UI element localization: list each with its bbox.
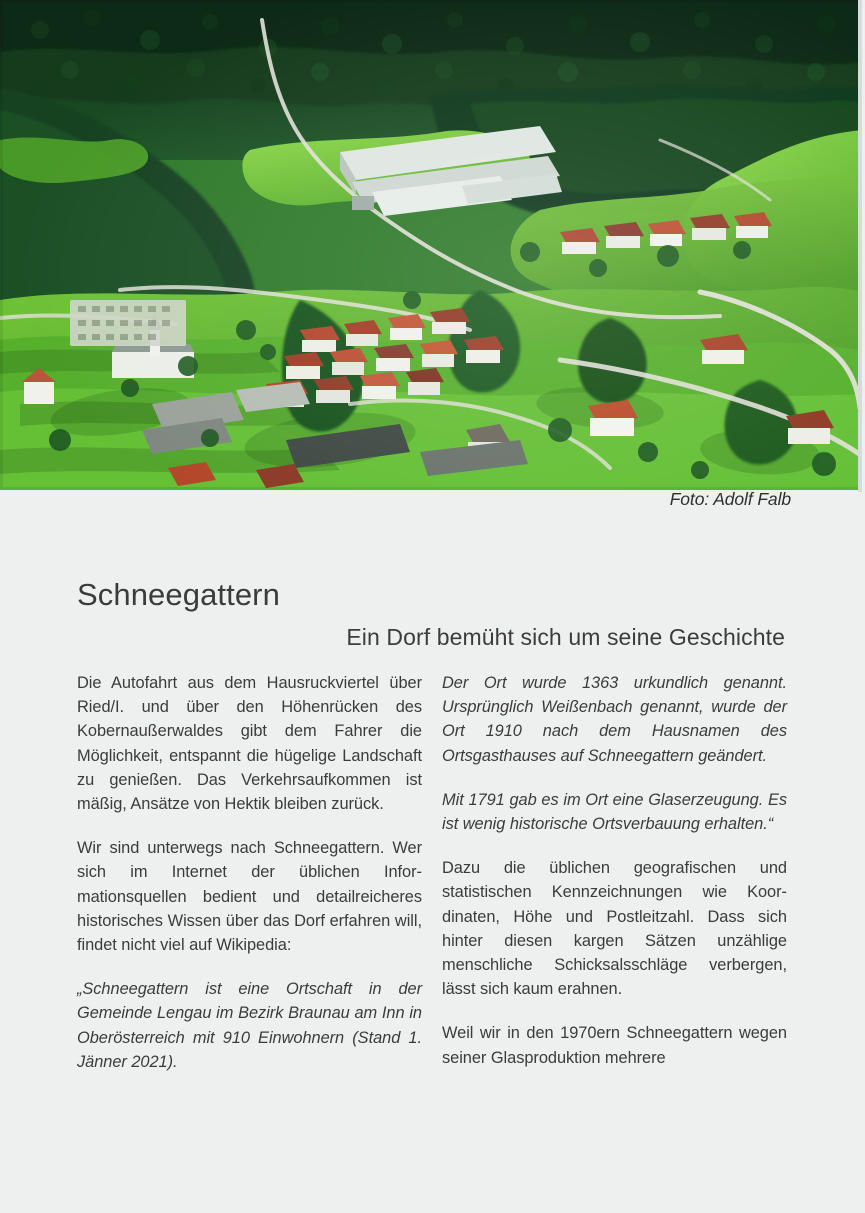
photo-credit-caption: Foto: Adolf Falb [669,489,791,509]
paragraph-quote: Der Ort wurde 1363 urkundlich genannt. Ursprünglich Weißenbach genannt, wurde der Ort 1910 nach dem Hausnamen des Ortsgasthauses auf Schneegattern geändert. [442,674,787,765]
right-column [442,671,787,1161]
page-subtitle: Ein Dorf bemüht sich um seine Geschichte [346,624,785,651]
paragraph: Weil wir in den 1970ern Schneegattern wegen seiner Glasproduktion mehrere [442,1024,787,1067]
paragraph-quote: „Schneegattern ist eine Ortschaft in der Gemeinde Lengau im Bezirk Braunau am Inn in Oberösterreich mit 910 Einwohnern (Stand 1. Jänner 2021). [77,980,422,1071]
paragraph: Dazu die üblichen geografischen und statistischen Kennzeichnungen wie Koordinaten, Höhe und Postleitzahl. Dass sich hinter diesen kargen Sätzen unzählige menschliche Schicksalsschläge verbergen, lässt sich kaum erahnen. [442,859,787,999]
photo-right-edge [858,0,862,492]
left-column [77,671,422,1161]
paragraph: Die Autofahrt aus dem Hausruckviertel über Ried/I. und über den Höhenrücken des Kobernaußerwaldes gibt dem Fahrer die Möglichkeit, entspannt die hügelige Landschaft zu genießen. Das Verkehrsaufkommen ist mäßig, Ansätze von Hektik bleiben zurück. [77,674,422,814]
article-body [77,671,785,1161]
paragraph: Wir sind unterwegs nach Schneegattern. Wer sich im Internet der üblichen Informationsquellen bedient und detailreicheres historisches Wissen über das Dorf erfahren will, findet nicht viel auf Wikipedia: [77,839,422,955]
page-title: Schneegattern [77,576,280,612]
aerial-photo-schneegattern [0,0,862,490]
paragraph-quote: Mit 1791 gab es im Ort eine Glaserzeugung. Es ist wenig historische Ortsverbauung erhalten.“ [442,790,787,834]
